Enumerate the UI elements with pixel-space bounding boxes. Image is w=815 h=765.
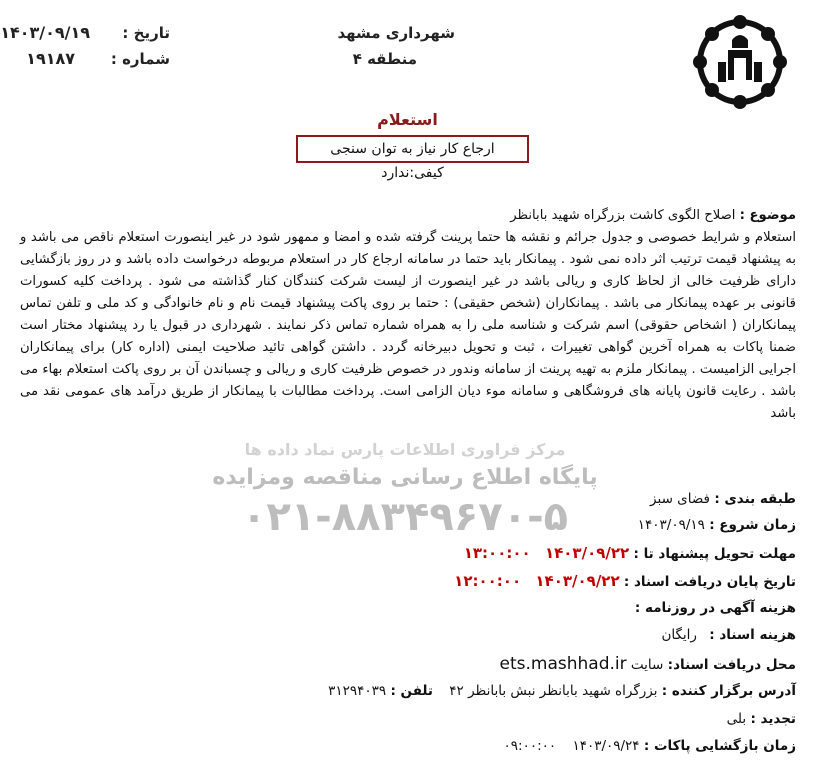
category-value: فضای سبز: [650, 491, 711, 507]
phone-value: ۳۱۲۹۴۰۳۹: [328, 683, 387, 699]
docs-end-row: [454, 572, 796, 590]
doc-place-row: [500, 654, 796, 674]
watermark-line-2: پایگاه اطلاع رسانی مناقصه ومزایده: [212, 465, 598, 490]
watermark-line-3: ۰۲۱-۸۸۳۴۹۶۷۰-۵: [241, 494, 569, 540]
deadline-row: [464, 544, 796, 562]
docs-end-label: تاریخ پایان دریافت اسناد :: [623, 574, 796, 590]
docs-end-time: ۱۲:۰۰:۰۰: [454, 572, 522, 590]
number-value: ۱۹۱۸۷: [26, 49, 75, 68]
docs-end-value: ۱۴۰۳/۰۹/۲۲: [535, 572, 620, 590]
deadline-time: ۱۳:۰۰:۰۰: [463, 544, 531, 562]
opening-label: زمان بازگشایی پاکات :: [643, 738, 796, 754]
renew-row: [727, 711, 796, 727]
start-row: [638, 517, 796, 533]
deadline-value: ۱۴۰۳/۰۹/۲۲: [544, 544, 630, 562]
doc-place-site[interactable]: ets.mashhad.ir: [499, 654, 627, 674]
renew-label: تجدید :: [750, 711, 796, 727]
description-body: [20, 205, 796, 425]
deadline-label: مهلت تحویل پیشنهاد تا :: [633, 546, 796, 562]
phone-label: تلفن :: [390, 683, 433, 699]
ad-cost-row: [635, 600, 796, 616]
address-value: بزرگراه شهید بابانظر نبش بابانظر ۴۲: [449, 683, 658, 699]
start-value: ۱۴۰۳/۰۹/۱۹: [637, 517, 705, 533]
doc-place-label: محل دریافت اسناد:: [667, 657, 796, 673]
date-value: ۱۴۰۳/۰۹/۱۹: [0, 23, 90, 42]
watermark-line-1: مرکز فراوری اطلاعات پارس نماد داده ها: [244, 440, 566, 459]
doc-cost-value: رایگان: [661, 627, 697, 643]
doc-cost-row: [661, 627, 796, 643]
category-label: طبقه بندی :: [714, 491, 796, 507]
qualification-note-box: ارجاع کار نیاز به توان سنجی کیفی:ندارد: [296, 135, 529, 163]
mashhad-municipality-logo: [690, 12, 790, 112]
opening-value: ۱۴۰۳/۰۹/۲۴: [572, 738, 640, 754]
doc-cost-label: هزینه اسناد :: [709, 627, 796, 643]
region-name: منطقه ۴: [352, 50, 417, 68]
subject-value: اصلاح الگوی کاشت بزرگراه شهید بابانظر: [510, 208, 736, 223]
ad-cost-label: هزینه آگهی در روزنامه :: [634, 600, 796, 616]
opening-time: ۰۹:۰۰:۰۰: [503, 738, 557, 754]
page-title: استعلام: [377, 110, 438, 129]
org-name: شهرداری مشهد: [337, 24, 455, 42]
date-label: تاریخ :: [122, 24, 170, 42]
number-label: شماره :: [110, 50, 170, 68]
body-text: استعلام و شرایط خصوصی و جدول جرائم و نقشه ها حتما پرینت گرفته شده و امضا و ممهور شود در غیر اینصورت استعلام ناقص می باشد و به پیشنهاد قیمت ترتیب اثر داده نمی شود . پیمانکار باید حتما در سامانه ارجاع کار در استعلام مربوطه درخواست داده باشد و در روز بازگشایی دارای ظرفیت خالی از لحاظ کاری و ریالی باشد در غیر اینصورت از لیست شرکت کنندگان کنار گذاشته می شود . پرداخت کلیه کسورات قانونی بر عهده پیمانکار می باشد . پیمانکاران (شخص حقیقی) : حتما بر روی پاکت پیشنهاد قیمت نام و نام خانوادگی و کد ملی و تلفن تماس پیمانکاران ( اشخاص حقوقی) اسم شرکت و شناسه ملی را به همراه شماره تماس ذکر نمایند . شهرداری در قبول یا رد پیشنهاد مختار است ضمنا پاکات به همراه آخرین گواهی تغییرات ، ثبت و تحویل دبیرخانه گردد . داشتن گواهی تائید صلاحیت ایمنی (اداره کار) برای پیمانکاران اجرایی الزامیست . پیمانکار ملزم به تهیه پرینت از سامانه وندور در خصوص ظرفیت کاری و ریالی و چسباندن آن بر روی پاکت استعلام بهاء می باشد . رعایت قانون پایانه های فروشگاهی و سامانه موء دیان الزامی است. پرداخت مطالبات با پیمانکار از طریق درآمد های عمومی نقد می باشد: [20, 230, 796, 421]
category-row: [650, 491, 796, 507]
subject-label: موضوع :: [739, 208, 796, 223]
start-label: زمان شروع :: [709, 517, 796, 533]
doc-place-prefix: سایت: [630, 657, 664, 673]
address-label: آدرس برگزار کننده :: [661, 683, 796, 699]
opening-row: [504, 738, 796, 754]
address-row: [328, 683, 796, 699]
renew-value: بلی: [726, 711, 747, 727]
